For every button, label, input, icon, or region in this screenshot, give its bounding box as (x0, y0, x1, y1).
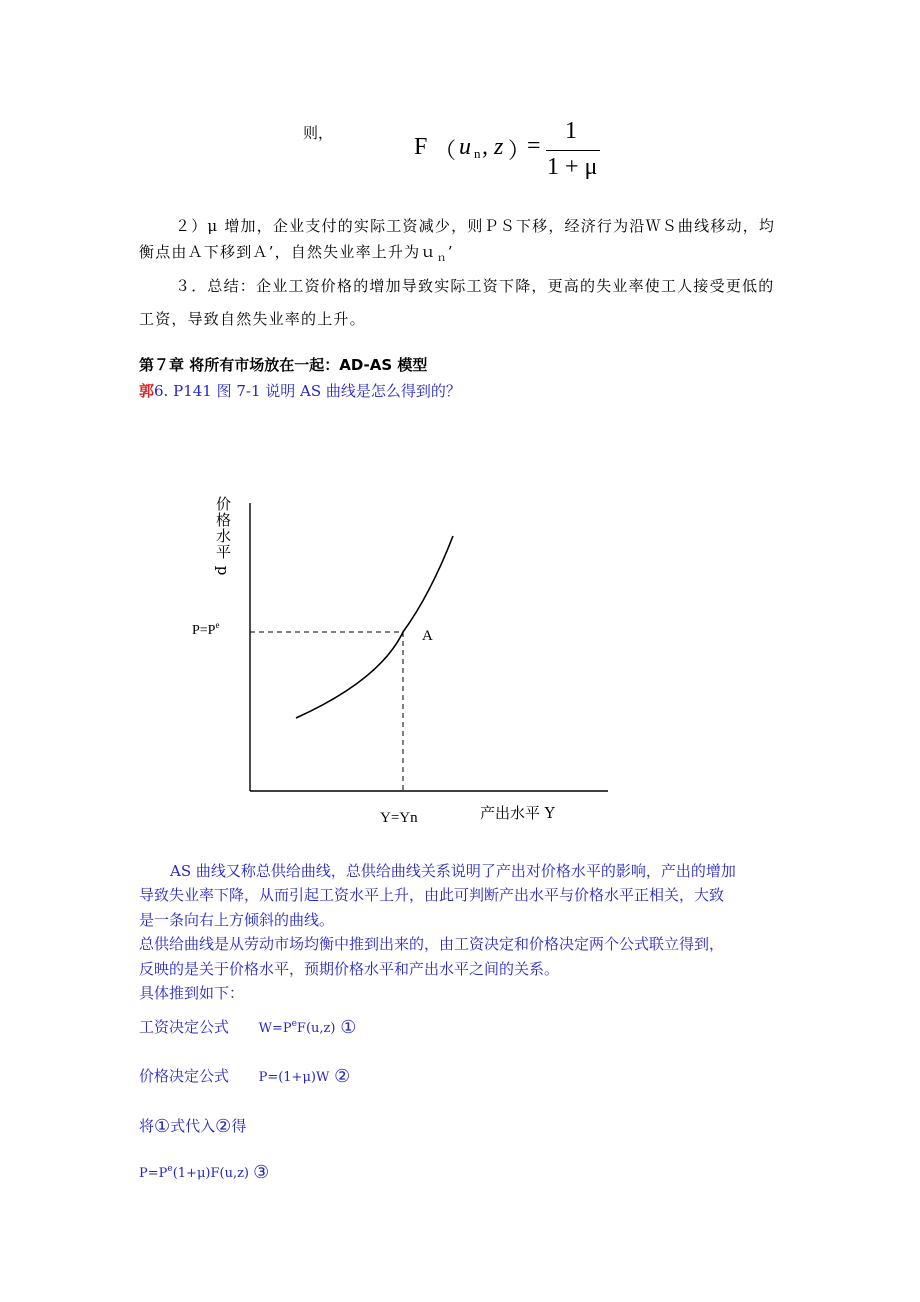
y-marker-sup: e (215, 620, 220, 630)
question-text: 6. P141 图 7-1 说明 AS 曲线是怎么得到的？ (154, 382, 461, 400)
paragraph-3-line-2: 工资，导致自然失业率的上升。 (139, 310, 366, 328)
formula-open-paren: （ (434, 138, 457, 163)
result-formula-a: P=P (139, 1166, 168, 1181)
substitution-prefix: 将 (139, 1117, 155, 1135)
answer-line-4: 总供给曲线是从劳动市场均衡中推到出来的，由工资决定和价格决定两个公式联立得到， (139, 935, 725, 953)
paragraph-2-line-1: ２）μ 增加，企业支付的实际工资减少，则ＰＳ下移，经济行为沿ＷＳ曲线移动，均 (175, 217, 776, 235)
formula-arg-rest: , z (482, 134, 504, 160)
price-equation-number: ② (334, 1066, 351, 1087)
formula-arg-sub: n (474, 146, 481, 161)
formula-equals: = (527, 133, 541, 159)
answer-line-2: 导致失业率下降，从而引起工资水平上升，由此可判断产出水平与价格水平正相关，大致 (139, 886, 725, 904)
wage-equation (139, 1016, 356, 1038)
point-a-label: A (422, 628, 433, 644)
result-formula-sup: e (167, 1164, 173, 1174)
question-author: 郭 (139, 382, 155, 400)
formula-arg-var: u (459, 134, 471, 160)
formula-numerator: 1 (565, 118, 577, 144)
formula-close-paren: ） (508, 138, 531, 163)
answer-line-6: 具体推到如下： (139, 984, 245, 1002)
substitution-num-2: ② (215, 1116, 232, 1137)
then-label: 则， (303, 124, 334, 142)
wage-formula-sup: e (291, 1019, 297, 1029)
wage-formula-a: W=P (258, 1021, 292, 1036)
as-curve (296, 536, 453, 718)
price-equation (139, 1065, 350, 1087)
substitution-line (139, 1115, 246, 1137)
paragraph-3-line-1: ３．总结：企业工资价格的增加导致实际工资下降，更高的失业率使工人接受更低的 (175, 277, 775, 295)
x-axis-label: 产出水平 Y (480, 804, 555, 822)
result-formula-b: (1+μ)F(u,z) (172, 1166, 249, 1181)
formula-denominator: 1 + μ (547, 154, 598, 180)
y-marker-label (192, 620, 220, 639)
price-label: 价格决定公式 (139, 1067, 230, 1085)
price-formula: P=(1+μ)W (258, 1070, 330, 1085)
wage-formula-b: F(u,z) (296, 1021, 336, 1036)
formula-func: F (414, 134, 428, 160)
p2-line2-sub: ｎ (436, 253, 448, 264)
answer-line-1: AS 曲线又称总供给曲线，总供给曲线关系说明了产出对价格水平的影响，产出的增加 (170, 862, 736, 880)
y-marker-text: P=P (192, 623, 216, 638)
y-axis-label: 价格水平 p (214, 496, 232, 577)
p2-line2-end: ’ (447, 243, 454, 261)
wage-label: 工资决定公式 (139, 1018, 230, 1036)
answer-line-3: 是一条向右上方倾斜的曲线。 (139, 911, 335, 929)
p2-line2-text: 衡点由Ａ下移到Ａ’，自然失业率上升为ｕ (139, 243, 437, 261)
substitution-mid: 式代入 (170, 1117, 216, 1135)
answer-line-5: 反映的是关于价格水平，预期价格水平和产出水平之间的关系。 (139, 960, 560, 978)
substitution-num-1: ① (154, 1116, 171, 1137)
substitution-suffix: 得 (231, 1117, 247, 1135)
result-equation-number: ③ (253, 1162, 270, 1183)
result-equation (139, 1162, 269, 1183)
chapter-heading: 第７章 将所有市场放在一起：AD-AS 模型 (139, 356, 428, 374)
wage-equation-number: ① (340, 1017, 357, 1038)
x-marker-label: Y=Yn (380, 810, 418, 826)
